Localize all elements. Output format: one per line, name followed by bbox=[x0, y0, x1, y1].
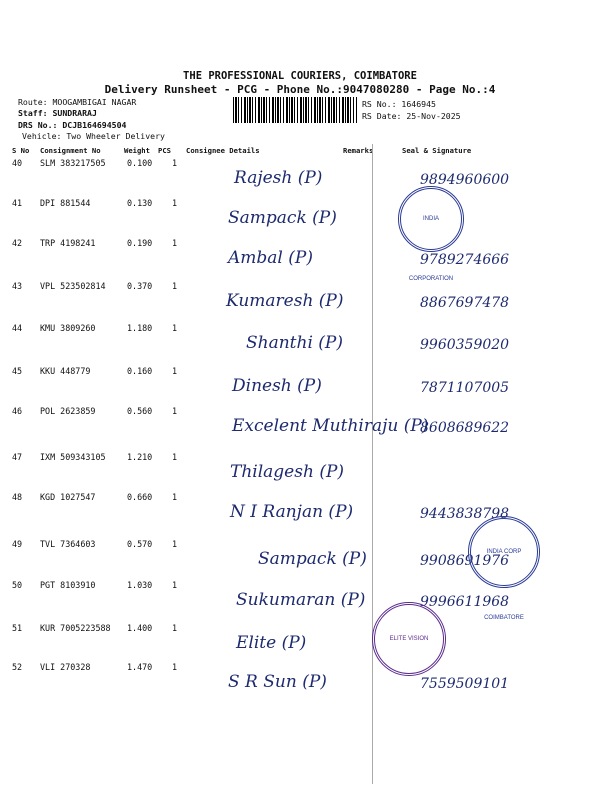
row-weight: 0.190 bbox=[127, 238, 153, 248]
row-sno: 52 bbox=[12, 662, 23, 672]
receiver-phone: 7871107005 bbox=[420, 380, 510, 396]
row-weight: 0.660 bbox=[127, 492, 153, 502]
row-consignment: DPI 881544 bbox=[40, 198, 91, 208]
col-sno: S No bbox=[12, 146, 30, 155]
row-weight: 1.400 bbox=[127, 623, 153, 633]
row-consignment: TVL 7364603 bbox=[40, 539, 96, 549]
stamp-india-corporation: INDIA CORPORATION bbox=[398, 186, 464, 252]
company-title: THE PROFESSIONAL COURIERS, COIMBATORE bbox=[183, 70, 417, 82]
row-sno: 50 bbox=[12, 580, 23, 590]
runsheet-title: Delivery Runsheet - PCG - Phone No.:9047080280 - Page No.:4 bbox=[104, 83, 496, 96]
row-pcs: 1 bbox=[172, 452, 178, 462]
row-pcs: 1 bbox=[172, 580, 178, 590]
row-consignment: KGD 1027547 bbox=[40, 492, 96, 502]
row-pcs: 1 bbox=[172, 406, 178, 416]
consignee-signature: N I Ranjan (P) bbox=[230, 502, 354, 522]
row-pcs: 1 bbox=[172, 492, 178, 502]
row-weight: 1.180 bbox=[127, 323, 153, 333]
receiver-phone: 9908691976 bbox=[420, 553, 510, 569]
rs-date: RS Date: 25-Nov-2025 bbox=[362, 111, 461, 121]
row-consignment: KMU 3809260 bbox=[40, 323, 96, 333]
row-pcs: 1 bbox=[172, 366, 178, 376]
row-weight: 0.100 bbox=[127, 158, 153, 168]
consignee-signature: Shanthi (P) bbox=[246, 333, 344, 353]
consignee-signature: Sampack (P) bbox=[258, 549, 367, 569]
row-pcs: 1 bbox=[172, 539, 178, 549]
row-consignment: KUR 7005223588 bbox=[40, 623, 111, 633]
row-sno: 48 bbox=[12, 492, 23, 502]
col-weight: Weight bbox=[124, 146, 150, 155]
col-consignment: Consignment No bbox=[40, 146, 101, 155]
consignee-signature: Ambal (P) bbox=[228, 248, 313, 268]
stamp-elite-vision: ELITE VISION bbox=[372, 602, 446, 676]
consignee-signature: Excelent Muthiraju (P) bbox=[232, 416, 429, 436]
row-weight: 0.560 bbox=[127, 406, 153, 416]
row-sno: 41 bbox=[12, 198, 23, 208]
receiver-phone: 7559509101 bbox=[420, 676, 510, 692]
row-sno: 42 bbox=[12, 238, 23, 248]
row-weight: 0.370 bbox=[127, 281, 153, 291]
row-consignment: IXM 509343105 bbox=[40, 452, 106, 462]
consignee-signature: Thilagesh (P) bbox=[230, 462, 345, 482]
receiver-phone: 9443838798 bbox=[420, 506, 510, 522]
row-consignment: KKU 448779 bbox=[40, 366, 91, 376]
row-sno: 40 bbox=[12, 158, 23, 168]
row-sno: 45 bbox=[12, 366, 23, 376]
row-weight: 0.570 bbox=[127, 539, 153, 549]
row-weight: 1.470 bbox=[127, 662, 153, 672]
receiver-phone: 8867697478 bbox=[420, 295, 510, 311]
receiver-phone: 9996611968 bbox=[420, 594, 510, 610]
col-pcs: PCS bbox=[158, 146, 171, 155]
stamp-india-corp: INDIA CORP COIMBATORE bbox=[468, 516, 540, 588]
row-pcs: 1 bbox=[172, 281, 178, 291]
route: Route: MOOGAMBIGAI NAGAR bbox=[18, 97, 137, 107]
consignee-signature: S R Sun (P) bbox=[228, 672, 327, 692]
row-consignment: VPL 523502814 bbox=[40, 281, 106, 291]
row-consignment: POL 2623859 bbox=[40, 406, 96, 416]
receiver-phone: 9894960600 bbox=[420, 172, 510, 188]
receiver-phone: 9960359020 bbox=[420, 337, 510, 353]
rs-number: RS No.: 1646945 bbox=[362, 99, 436, 109]
drs-number: DRS No.: DCJB164694504 bbox=[18, 120, 127, 130]
row-weight: 0.160 bbox=[127, 366, 153, 376]
row-pcs: 1 bbox=[172, 623, 178, 633]
consignee-signature: Elite (P) bbox=[236, 633, 307, 653]
row-pcs: 1 bbox=[172, 323, 178, 333]
row-sno: 44 bbox=[12, 323, 23, 333]
row-pcs: 1 bbox=[172, 158, 178, 168]
row-consignment: SLM 383217505 bbox=[40, 158, 106, 168]
row-sno: 46 bbox=[12, 406, 23, 416]
row-consignment: PGT 8103910 bbox=[40, 580, 96, 590]
row-weight: 1.030 bbox=[127, 580, 153, 590]
consignee-signature: Rajesh (P) bbox=[234, 168, 323, 188]
row-sno: 49 bbox=[12, 539, 23, 549]
row-sno: 51 bbox=[12, 623, 23, 633]
row-pcs: 1 bbox=[172, 198, 178, 208]
consignee-signature: Sukumaran (P) bbox=[236, 590, 366, 610]
col-seal: Seal & Signature bbox=[402, 146, 472, 155]
barcode bbox=[233, 97, 357, 123]
receiver-phone: 8608689622 bbox=[420, 420, 510, 436]
consignee-signature: Kumaresh (P) bbox=[226, 291, 344, 311]
row-pcs: 1 bbox=[172, 662, 178, 672]
row-consignment: VLI 270328 bbox=[40, 662, 91, 672]
row-weight: 1.210 bbox=[127, 452, 153, 462]
row-consignment: TRP 4198241 bbox=[40, 238, 96, 248]
row-weight: 0.130 bbox=[127, 198, 153, 208]
consignee-signature: Sampack (P) bbox=[228, 208, 337, 228]
col-consignee: Consignee Details bbox=[186, 146, 260, 155]
row-pcs: 1 bbox=[172, 238, 178, 248]
staff: Staff: SUNDRARAJ bbox=[18, 108, 97, 118]
vehicle: Vehicle: Two Wheeler Delivery bbox=[22, 131, 165, 141]
col-remarks: Remarks bbox=[343, 146, 374, 155]
receiver-phone: 9789274666 bbox=[420, 252, 510, 268]
row-sno: 43 bbox=[12, 281, 23, 291]
consignee-signature: Dinesh (P) bbox=[232, 376, 322, 396]
row-sno: 47 bbox=[12, 452, 23, 462]
